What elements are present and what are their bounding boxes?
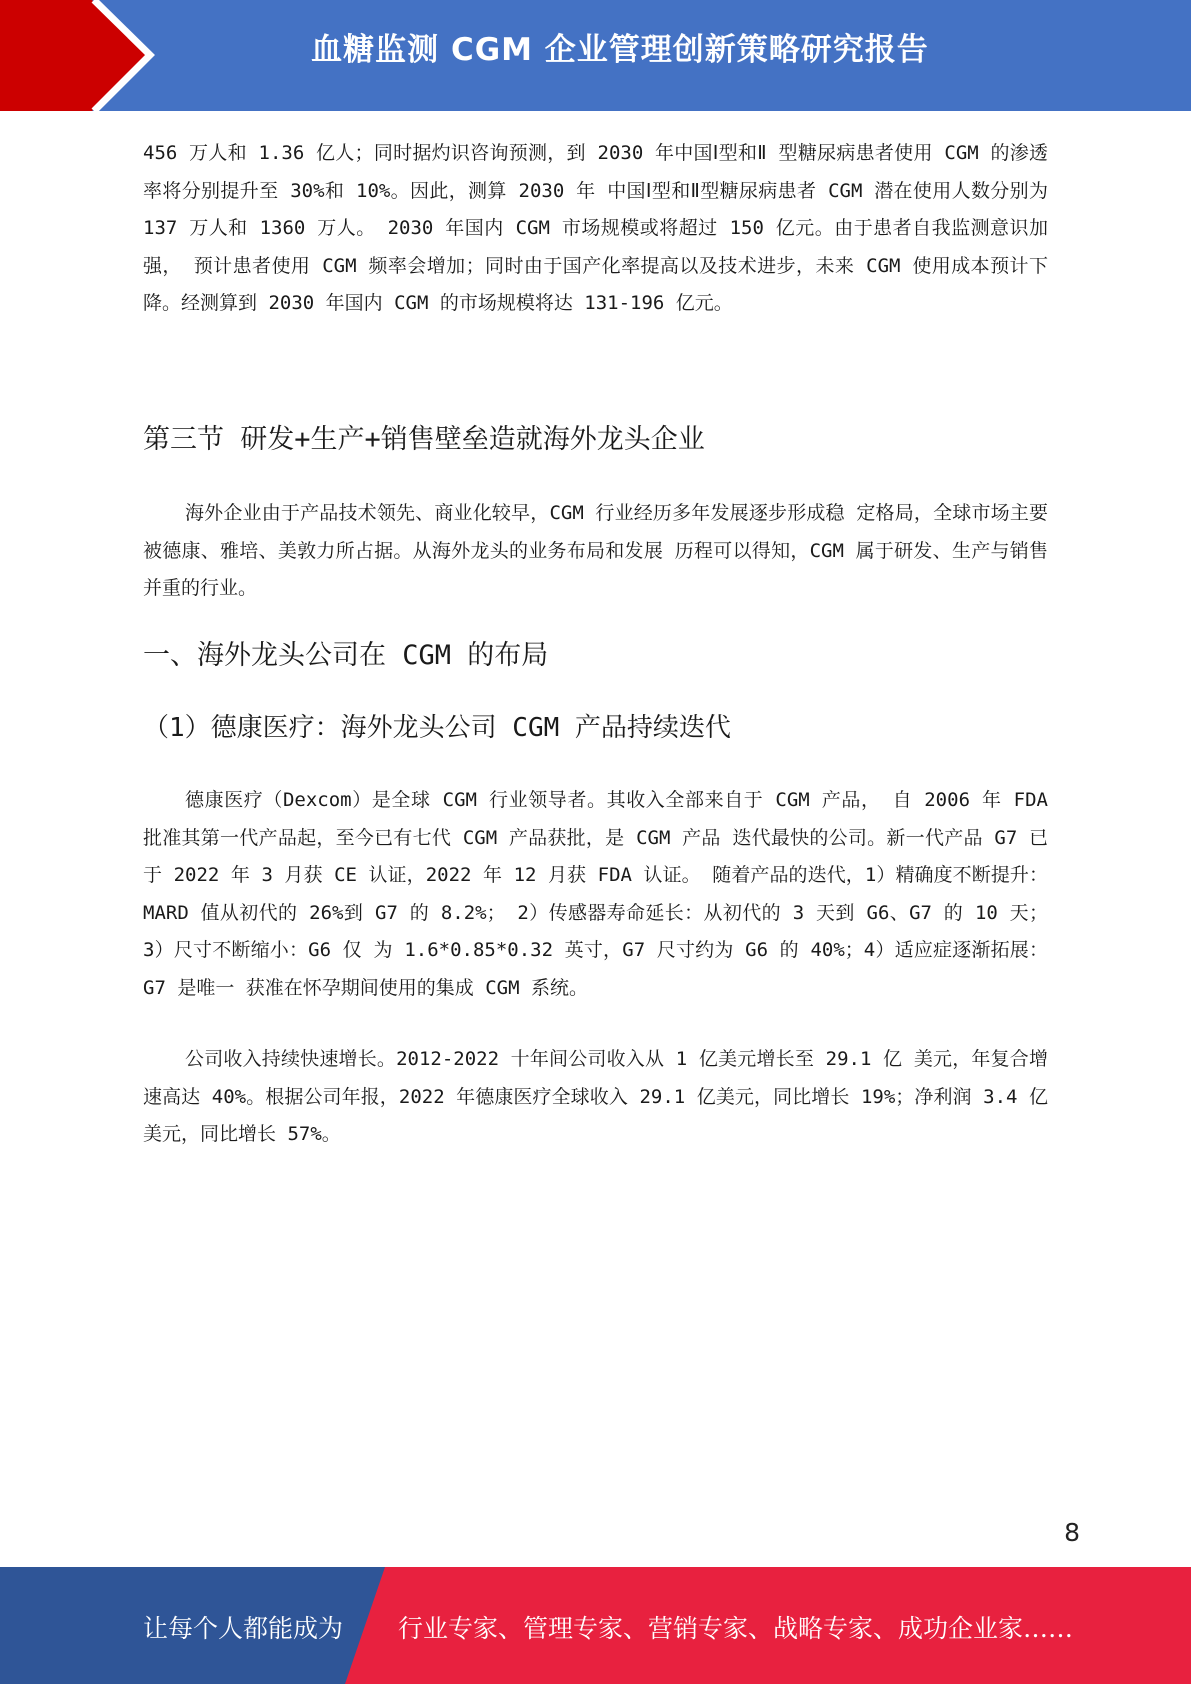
report-title: 血糖监测 CGM 企业管理创新策略研究报告 xyxy=(311,32,929,68)
page-number: 8 xyxy=(1064,1518,1080,1547)
page-header xyxy=(0,0,1191,111)
heading-dexcom: （1）德康医疗：海外龙头公司 CGM 产品持续迭代 xyxy=(143,713,731,743)
intro-paragraph: 456 万人和 1.36 亿人；同时据灼识咨询预测，到 2030 年中国Ⅰ型和Ⅱ 型糖尿病患者使用 CGM 的渗透率将分别提升至 30%和 10%。因此，测算 2030 年 中国Ⅰ型和Ⅱ型糖尿病患者 CGM 潜在使用人数分别为 137 万人和 1360 万人。 2030 年国内 CGM 市场规模或将超过 150 亿元。由于患者自我监测意识加强， 预计患者使用 CGM 频率会增加；同时由于国产化率提高以及技术进步，未来 CGM 使用成本预计下降。经测算到 2030 年国内 CGM 的市场规模将达 131-196 亿元。 xyxy=(143,142,1048,314)
section-title: 第三节 研发+生产+销售壁垒造就海外龙头企业 xyxy=(143,424,705,455)
heading-overseas-layout: 一、海外龙头公司在 CGM 的布局 xyxy=(143,640,549,671)
footer-slogan-right: 行业专家、管理专家、营销专家、战略专家、成功企业家…… xyxy=(398,1614,1074,1643)
revenue-paragraph: 公司收入持续快速增长。2012-2022 十年间公司收入从 1 亿美元增长至 29.1 亿 美元，年复合增速高达 40%。根据公司年报，2022 年德康医疗全球收入 29.1 亿美元，同比增长 19%；净利润 3.4 亿美元，同比增长 57%。 xyxy=(143,1048,1048,1145)
red-arrow-decoration xyxy=(0,0,160,111)
page-footer xyxy=(0,1567,1191,1684)
dexcom-paragraph: 德康医疗（Dexcom）是全球 CGM 行业领导者。其收入全部来自于 CGM 产品， 自 2006 年 FDA 批准其第一代产品起，至今已有七代 CGM 产品获批，是 CGM 产品 迭代最快的公司。新一代产品 G7 已于 2022 年 3 月获 CE 认证，2022 年 12 月获 FDA 认证。 随着产品的迭代，1）精确度不断提升：MARD 值从初代的 26%到 G7 的 8.2%； 2）传感器寿命延长：从初代的 3 天到 G6、G7 的 10 天；3）尺寸不断缩小：G6 仅 为 1.6*0.85*0.32 英寸，G7 尺寸约为 G6 的 40%；4）适应症逐渐拓展：G7 是唯一 获准在怀孕期间使用的集成 CGM 系统。 xyxy=(143,789,1048,999)
section-paragraph: 海外企业由于产品技术领先、商业化较早，CGM 行业经历多年发展逐步形成稳 定格局，全球市场主要被德康、雅培、美敦力所占据。从海外龙头的业务布局和发展 历程可以得知，CGM 属于研发、生产与销售并重的行业。 xyxy=(143,502,1048,599)
footer-slogan-left: 让每个人都能成为 xyxy=(143,1614,344,1643)
red-arrow-shape xyxy=(0,0,148,111)
